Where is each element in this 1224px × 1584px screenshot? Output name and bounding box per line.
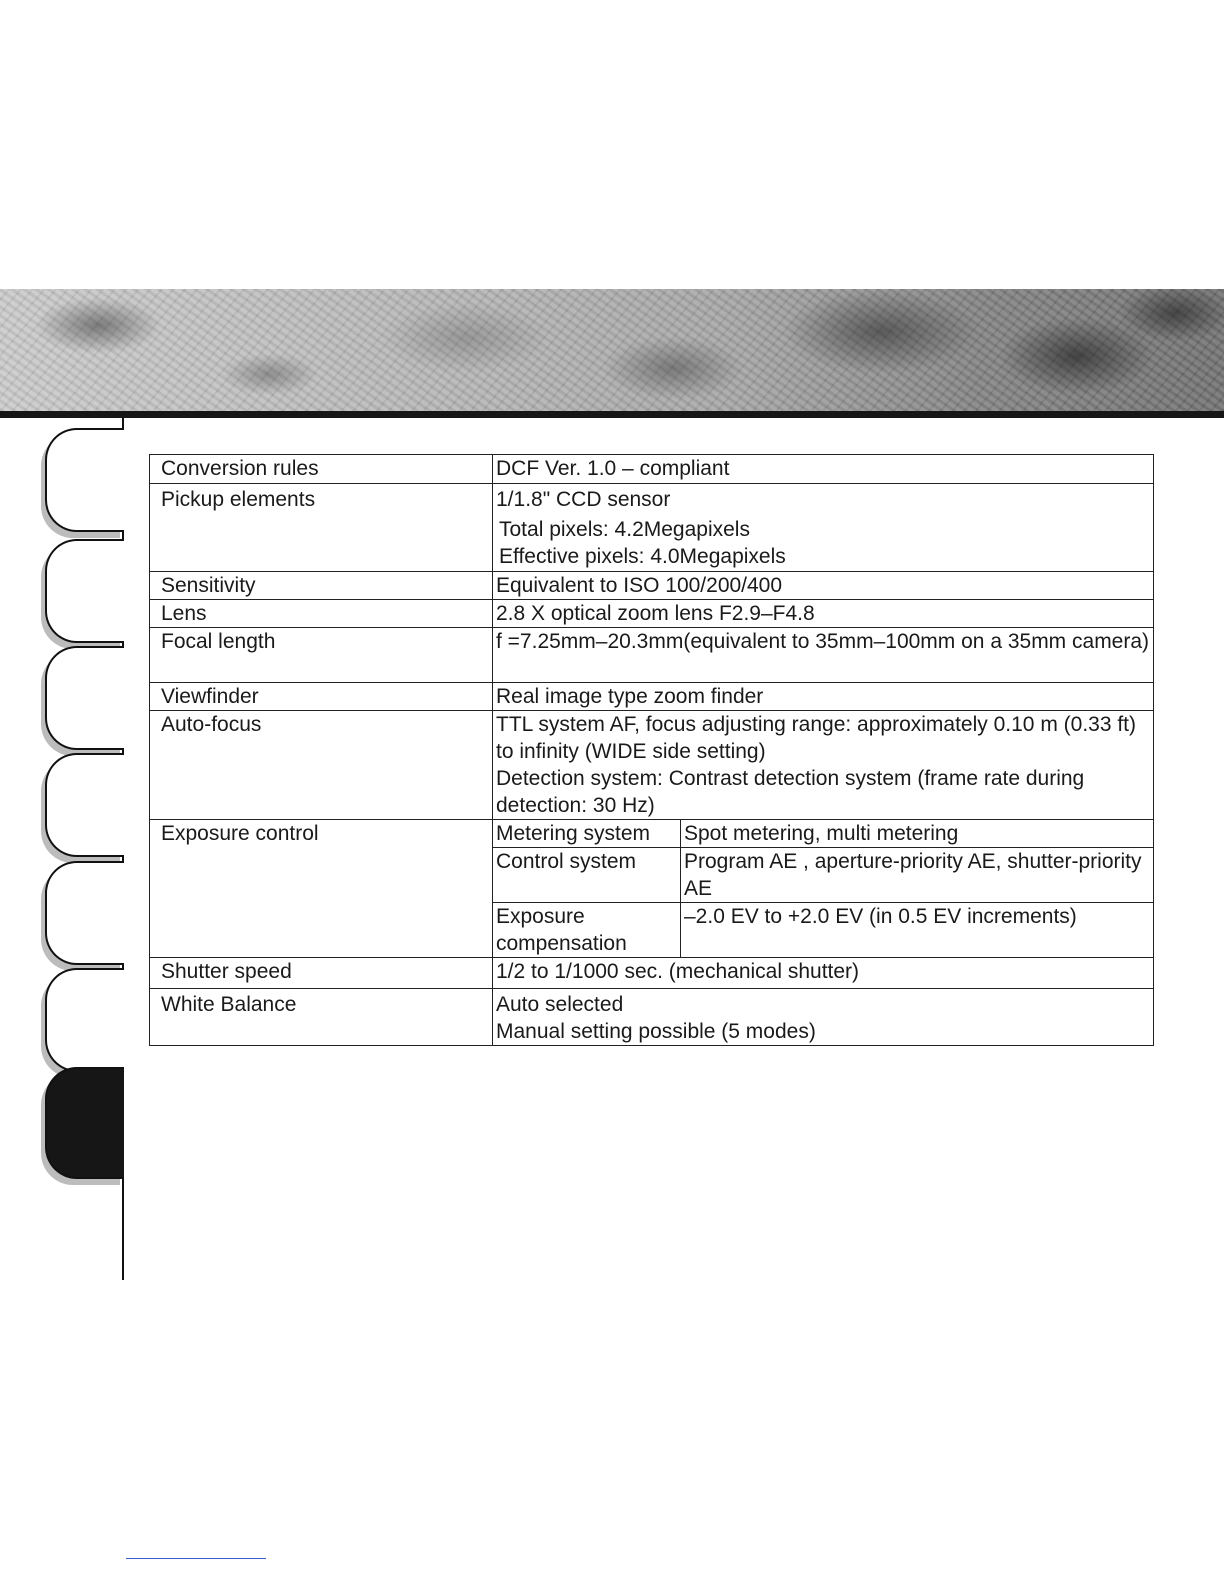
section-tab-2[interactable] [45, 539, 124, 643]
pickup-effective-pixels: Effective pixels: 4.0Megapixels [499, 545, 786, 568]
row-value: 2.8 X optical zoom lens F2.9–F4.8 [493, 600, 1154, 628]
row-label: Sensitivity [150, 572, 493, 600]
row-label: White Balance [150, 989, 493, 1046]
row-label: Viewfinder [150, 683, 493, 711]
pickup-sensor: 1/1.8" CCD sensor [496, 488, 671, 511]
section-tab-1[interactable] [45, 428, 124, 532]
section-tab-6[interactable] [45, 968, 124, 1072]
af-detection: Detection system: Contrast detection system (frame rate during detection: 30 Hz) [496, 767, 1085, 817]
section-tab-3[interactable] [45, 646, 124, 750]
row-value: f =7.25mm–20.3mm(equivalent to 35mm–100mm on a 35mm camera) [493, 628, 1154, 683]
row-value [493, 989, 1154, 1046]
row-label: Focal length [150, 628, 493, 683]
sub-value: Program AE , aperture-priority AE, shutter-priority AE [681, 848, 1154, 903]
sub-label: Control system [493, 848, 681, 903]
table-row [150, 989, 1154, 1046]
row-value: DCF Ver. 1.0 – compliant [493, 455, 1154, 484]
section-tab-active[interactable] [45, 1067, 124, 1179]
row-value [493, 484, 1154, 572]
header-rule [0, 411, 1224, 418]
table-row [150, 572, 1154, 600]
row-value: Real image type zoom finder [493, 683, 1154, 711]
row-label: Pickup elements [150, 484, 493, 572]
row-label: Exposure control [150, 820, 493, 958]
row-value: 1/2 to 1/1000 sec. (mechanical shutter) [493, 958, 1154, 989]
table-row [150, 600, 1154, 628]
row-value [493, 711, 1154, 820]
table-row [150, 683, 1154, 711]
sub-value: Spot metering, multi metering [681, 820, 1154, 848]
sub-value: –2.0 EV to +2.0 EV (in 0.5 EV increments) [681, 903, 1154, 958]
table-row [150, 711, 1154, 820]
sub-label: Metering system [493, 820, 681, 848]
section-tab-4[interactable] [45, 753, 124, 857]
row-label: Lens [150, 600, 493, 628]
af-range: TTL system AF, focus adjusting range: approximately 0.10 m (0.33 ft) to infinity (WIDE side setting) [496, 713, 1137, 763]
spec-table [149, 454, 1154, 1046]
table-row [150, 628, 1154, 683]
row-value: Equivalent to ISO 100/200/400 [493, 572, 1154, 600]
header-texture-banner [0, 289, 1224, 411]
wb-manual: Manual setting possible (5 modes) [496, 1020, 816, 1043]
sub-label: Exposure compensation [493, 903, 681, 958]
row-label: Auto-focus [150, 711, 493, 820]
row-label: Conversion rules [150, 455, 493, 484]
wb-auto: Auto selected [496, 993, 624, 1016]
pickup-total-pixels: Total pixels: 4.2Megapixels [499, 518, 750, 541]
table-row [150, 484, 1154, 572]
table-row [150, 958, 1154, 989]
table-row [150, 455, 1154, 484]
section-tab-5[interactable] [45, 861, 124, 965]
row-label: Shutter speed [150, 958, 493, 989]
table-row [150, 820, 1154, 848]
footer-link-rule[interactable] [126, 1558, 266, 1559]
